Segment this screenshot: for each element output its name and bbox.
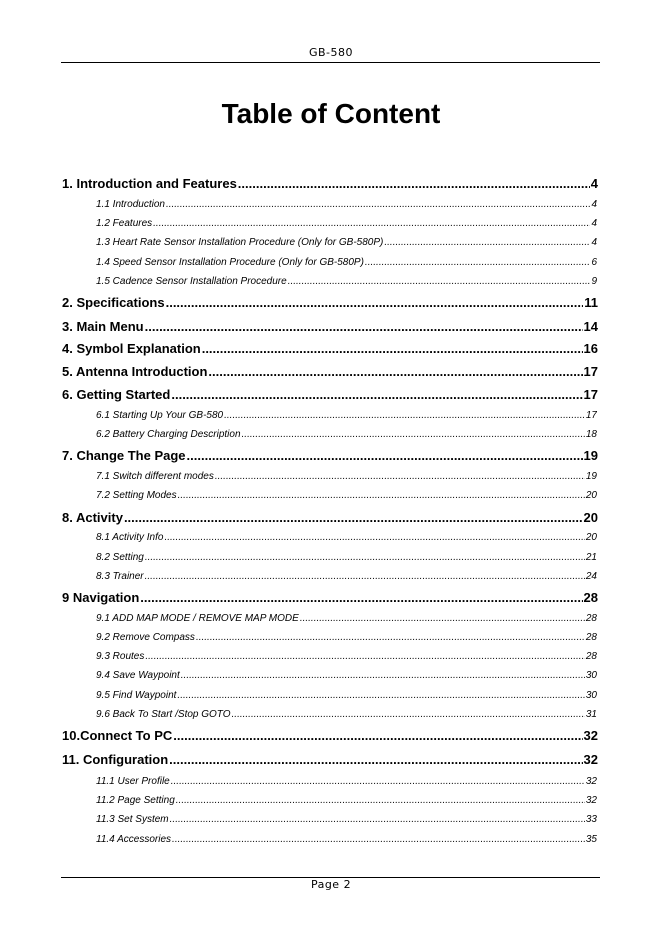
toc-entry-label: 2. Specifications [62,295,165,310]
toc-dot-leader [153,218,590,229]
toc-entry-page-number: 33 [585,814,597,825]
toc-section-entry[interactable] [62,590,598,605]
toc-entry-label: 9.6 Back To Start /Stop GOTO [96,709,231,720]
toc-entry-label: 9.1 ADD MAP MODE / REMOVE MAP MODE [96,613,299,624]
toc-dot-leader [145,571,585,582]
toc-entry-page-number: 17 [583,364,598,379]
toc-entry-page-number: 19 [585,471,597,482]
toc-entry-label: 9.3 Routes [96,651,145,662]
toc-section-entry[interactable] [62,295,598,310]
header-title: GB-580 [308,46,354,59]
toc-dot-leader [171,387,582,402]
toc-entry-label: 1.3 Heart Rate Sensor Installation Procedure (Only for GB-580P) [96,237,384,248]
toc-dot-leader [173,728,582,743]
toc-subsection-entry[interactable] [96,490,597,501]
toc-dot-leader [242,429,585,440]
toc-section-entry[interactable] [62,510,598,525]
toc-dot-leader [176,795,585,806]
toc-entry-label: 8.2 Setting [96,552,144,563]
toc-dot-leader [164,532,584,543]
toc-section-entry[interactable] [62,364,598,379]
toc-dot-leader [170,814,585,825]
toc-entry-page-number: 20 [585,490,597,501]
toc-entry-label: 11. Configuration [62,752,169,767]
toc-entry-page-number: 24 [585,571,597,582]
toc-entry-page-number: 14 [583,319,598,334]
toc-entry-label: 8.3 Trainer [96,571,144,582]
toc-section-entry[interactable] [62,752,598,767]
toc-entry-page-number: 4 [591,237,597,248]
toc-entry-page-number: 6 [591,257,597,268]
toc-subsection-entry[interactable] [96,795,597,806]
toc-subsection-entry[interactable] [96,257,597,268]
toc-entry-page-number: 30 [585,670,597,681]
toc-entry-page-number: 28 [585,613,597,624]
toc-entry-page-number: 32 [585,776,597,787]
toc-dot-leader [187,448,583,463]
toc-entry-page-number: 31 [585,709,597,720]
toc-dot-leader [124,510,583,525]
toc-entry-page-number: 21 [585,552,597,563]
toc-dot-leader [288,276,591,287]
toc-subsection-entry[interactable] [96,218,597,229]
toc-entry-label: 9 Navigation [62,590,140,605]
toc-entry-page-number: 20 [583,510,598,525]
toc-subsection-entry[interactable] [96,613,597,624]
toc-entry-page-number: 4 [591,218,597,229]
toc-section-entry[interactable] [62,341,598,356]
toc-entry-label: 1.5 Cadence Sensor Installation Procedure [96,276,287,287]
toc-entry-label: 11.2 Page Setting [96,795,175,806]
toc-dot-leader [196,632,585,643]
toc-entry-label: 7.2 Setting Modes [96,490,177,501]
toc-subsection-entry[interactable] [96,410,597,421]
toc-dot-leader [177,690,584,701]
toc-subsection-entry[interactable] [96,571,597,582]
toc-entry-page-number: 4 [590,176,598,191]
toc-entry-label: 11.3 Set System [96,814,169,825]
toc-entry-label: 11.1 User Profile [96,776,170,787]
page-title: Table of Content [221,98,441,129]
toc-dot-leader [145,552,585,563]
toc-dot-leader [202,341,583,356]
toc-subsection-entry[interactable] [96,199,597,210]
toc-subsection-entry[interactable] [96,776,597,787]
toc-entry-label: 1.1 Introduction [96,199,165,210]
toc-section-entry[interactable] [62,387,598,402]
toc-subsection-entry[interactable] [96,834,597,845]
toc-dot-leader [208,364,582,379]
toc-entry-page-number: 19 [583,448,598,463]
toc-subsection-entry[interactable] [96,632,597,643]
toc-entry-label: 6.1 Starting Up Your GB-580 [96,410,224,421]
toc-entry-label: 3. Main Menu [62,319,144,334]
toc-entry-page-number: 20 [585,532,597,543]
toc-dot-leader [140,590,582,605]
toc-dot-leader [365,257,591,268]
toc-entry-page-number: 32 [585,795,597,806]
toc-entry-label: 6. Getting Started [62,387,171,402]
toc-dot-leader [178,490,585,501]
toc-dot-leader [145,319,583,334]
toc-entry-label: 7.1 Switch different modes [96,471,214,482]
toc-entry-label: 4. Symbol Explanation [62,341,201,356]
toc-subsection-entry[interactable] [96,429,597,440]
toc-entry-label: 5. Antenna Introduction [62,364,208,379]
toc-dot-leader [171,776,585,787]
toc-dot-leader [145,651,585,662]
toc-dot-leader [300,613,585,624]
toc-subsection-entry[interactable] [96,276,597,287]
toc-entry-page-number: 28 [585,651,597,662]
toc-subsection-entry[interactable] [96,709,597,720]
toc-section-entry[interactable] [62,448,598,463]
toc-dot-leader [181,670,585,681]
toc-entry-label: 1. Introduction and Features [62,176,237,191]
toc-subsection-entry[interactable] [96,471,597,482]
toc-dot-leader [166,295,584,310]
toc-dot-leader [238,176,590,191]
toc-subsection-entry[interactable] [96,690,597,701]
toc-entry-page-number: 32 [583,752,598,767]
toc-dot-leader [172,834,585,845]
toc-dot-leader [232,709,585,720]
toc-subsection-entry[interactable] [96,237,597,248]
toc-subsection-entry[interactable] [96,651,597,662]
toc-subsection-entry[interactable] [96,552,597,563]
toc-dot-leader [224,410,585,421]
toc-entry-page-number: 30 [585,690,597,701]
toc-entry-label: 1.4 Speed Sensor Installation Procedure (Only for GB-580P) [96,257,364,268]
toc-entry-page-number: 35 [585,834,597,845]
toc-entry-label: 11.4 Accessories [96,834,172,845]
toc-dot-leader [215,471,585,482]
toc-entry-label: 8.1 Activity Info [96,532,164,543]
toc-entry-label: 9.2 Remove Compass [96,632,195,643]
toc-subsection-entry[interactable] [96,670,597,681]
toc-section-entry[interactable] [62,728,598,743]
toc-entry-label: 1.2 Features [96,218,153,229]
toc-entry-label: 9.5 Find Waypoint [96,690,177,701]
toc-entry-page-number: 32 [583,728,598,743]
toc-entry-page-number: 17 [585,410,597,421]
toc-section-entry[interactable] [62,176,598,191]
toc-entry-page-number: 28 [583,590,598,605]
toc-subsection-entry[interactable] [96,814,597,825]
toc-section-entry[interactable] [62,319,598,334]
toc-dot-leader [384,237,590,248]
toc-entry-label: 8. Activity [62,510,123,525]
page-number: Page 2 [310,878,352,891]
toc-entry-page-number: 16 [583,341,598,356]
toc-entry-page-number: 28 [585,632,597,643]
toc-entry-page-number: 18 [585,429,597,440]
toc-entry-label: 6.2 Battery Charging Description [96,429,241,440]
toc-entry-page-number: 17 [583,387,598,402]
toc-entry-page-number: 11 [584,295,598,310]
toc-dot-leader [169,752,582,767]
toc-subsection-entry[interactable] [96,532,597,543]
toc-entry-page-number: 4 [591,199,597,210]
toc-entry-label: 10.Connect To PC [62,728,173,743]
toc-entry-page-number: 9 [591,276,597,287]
toc-dot-leader [166,199,591,210]
toc-entry-label: 7. Change The Page [62,448,186,463]
toc-entry-label: 9.4 Save Waypoint [96,670,180,681]
